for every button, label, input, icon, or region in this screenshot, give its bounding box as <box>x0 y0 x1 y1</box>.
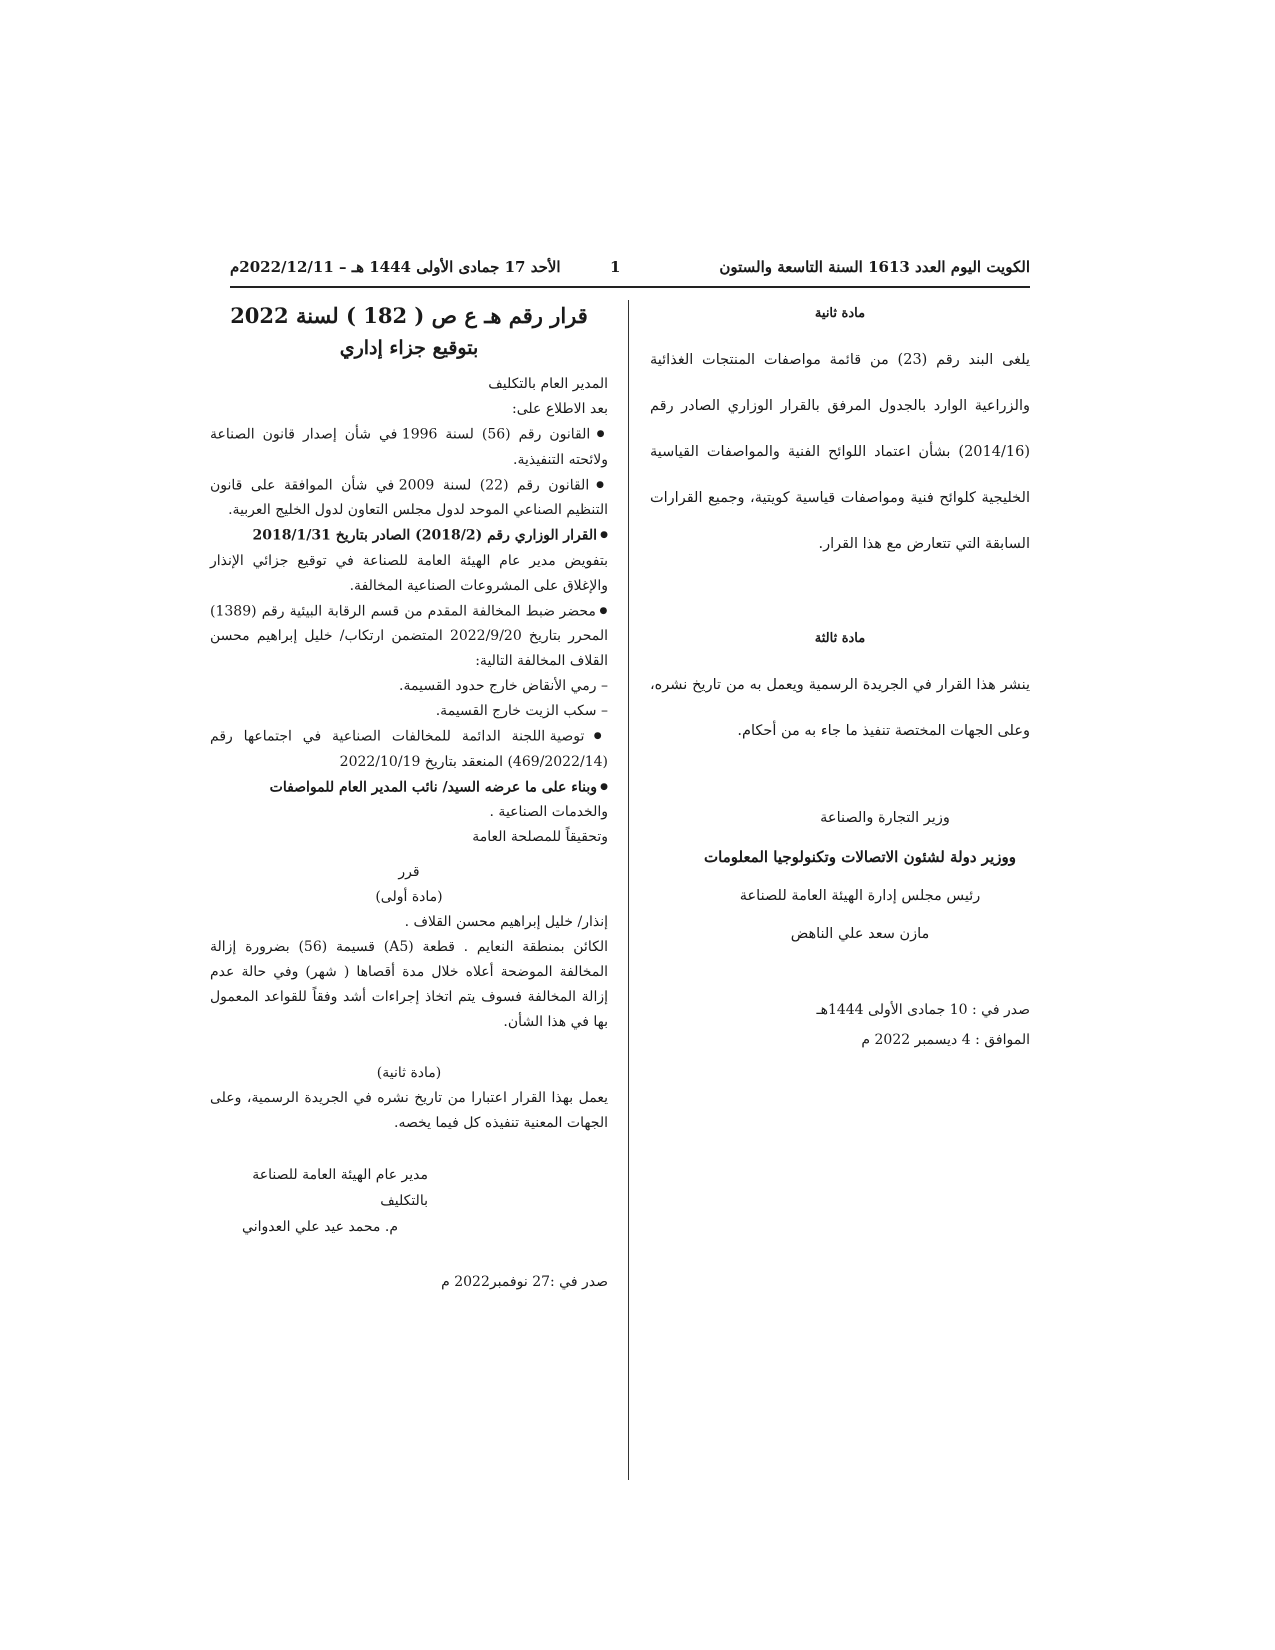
public-interest-line: وتحقيقاً للمصلحة العامة <box>472 829 608 845</box>
article-2-text: يلغى البند رقم (23) من قائمة مواصفات المنتجات الغذائية والزراعية الوارد بالجدول المرفق بالقرار الوزاري الصادر رقم (2014/16) بشأن اعتماد اللوائح الفنية والمواصفات القياسية الخليجية كلوائح فنية ومواصفات قياسية كويتية، وجميع القرارات السابقة التي تتعارض مع هذا القرار. <box>650 352 1030 552</box>
violation-item-1: – رمي الأنقاض خارج حدود القسيمة. <box>399 678 608 694</box>
bullet-presentation: ● وبناء على ما عرضه السيد/ نائب المدير العام للمواصفات <box>210 775 608 801</box>
bullet-presentation-rest: والخدمات الصناعية . <box>489 804 608 820</box>
article-3-title: مادة ثالثة <box>814 631 866 646</box>
issued-date-left: صدر في :27 نوفمبر2022 م <box>441 1274 608 1290</box>
minister-title: وزير التجارة والصناعة <box>820 810 950 826</box>
having-reviewed: بعد الاطلاع على: <box>512 401 608 417</box>
director-title: مدير عام الهيئة العامة للصناعة بالتكليف <box>252 1167 428 1209</box>
article-3-text: ينشر هذا القرار في الجريدة الرسمية ويعمل به من تاريخ نشره، وعلى الجهات المختصة تنفيذ ما جاء به من أحكام. <box>650 677 1030 739</box>
issued-date-gregorian: الموافق : 4 ديسمبر 2022 م <box>861 1032 1030 1048</box>
header-rule <box>230 286 1030 288</box>
left-column <box>210 300 608 1290</box>
spacer <box>210 850 608 860</box>
header-issue: الكويت اليوم العدد 1613 السنة التاسعة والستون <box>719 258 1030 276</box>
decision-title: قرار رقم هـ ع ص ( 182 ) لسنة 2022 <box>230 303 588 328</box>
decided-heading: قرر <box>398 864 420 880</box>
header-date: الأحد 17 جمادى الأولى 1444 هـ – 2022/12/11م <box>230 258 561 276</box>
article-1-warning: إنذار/ خليل إبراهيم محسن القلاف . <box>404 914 608 930</box>
bullet-ministerial-decision: ● القرار الوزاري رقم (2018/2) الصادر بتاريخ 2018/1/31 <box>210 523 608 549</box>
article-1-text: الكائن بمنطقة النعايم . قطعة (A5) قسيمة (56) بضرورة إزالة المخالفة الموضحة أعلاه خلال مدة أقصاها ( شهر) وفي حالة عدم إزالة المخالفة فسوف يتم اتخاذ إجراءات أشد وفقاً للقواعد المعمول بها في هذا الشأن. <box>210 939 608 1030</box>
spacer <box>210 1035 608 1061</box>
violation-item-2: – سكب الزيت خارج القسيمة. <box>435 703 608 719</box>
decision-subtitle: بتوقيع جزاء إداري <box>339 337 479 359</box>
bullet-violation-report: ● محضر ضبط المخالفة المقدم من قسم الرقابة البيئية رقم (1389) المحرر بتاريخ 2022/9/20 المتضمن ارتكاب/ خليل إبراهيم محسن القلاف المخالفة التالية: <box>210 599 608 675</box>
bullet-law-56: ● القانون رقم (56) لسنة 1996 في شأن إصدار قانون الصناعة ولائحته التنفيذية. <box>210 422 608 473</box>
column-divider <box>628 300 629 1480</box>
spacer <box>650 567 1030 625</box>
bullet-committee-recommendation: ● توصية اللجنة الدائمة للمخالفات الصناعية في اجتماعها رقم (469/2022/14) المنعقد بتاريخ 2022/10/19 <box>210 724 608 775</box>
page-number: 1 <box>610 258 621 276</box>
issuer-line: المدير العام بالتكليف <box>488 376 608 392</box>
right-column <box>650 300 1030 1048</box>
article-2-title: مادة ثانية <box>814 306 866 321</box>
director-name: م. محمد عيد علي العدواني <box>242 1219 398 1235</box>
board-chairman-title: رئيس مجلس إدارة الهيئة العامة للصناعة <box>739 888 981 904</box>
bullet-law-22: ● القانون رقم (22) لسنة 2009 في شأن الموافقة على قانون التنظيم الصناعي الموحد لدول مجلس التعاون لدول الخليج العربية. <box>210 473 608 524</box>
minister-title-2: ووزير دولة لشئون الاتصالات وتكنولوجيا المعلومات <box>704 848 1016 866</box>
bullet-ministerial-decision-rest: بتفويض مدير عام الهيئة العامة للصناعة في توقيع جزائي الإنذار والإغلاق على المشروعات الصناعية المخالفة. <box>210 552 608 594</box>
spacer <box>210 1136 608 1162</box>
article-1-title: (مادة أولى) <box>375 889 443 905</box>
minister-name: مازن سعد علي الناهض <box>790 926 930 942</box>
issued-date-hijri: صدر في : 10 جمادى الأولى 1444هـ <box>816 1002 1030 1018</box>
article-2-title-left: (مادة ثانية) <box>376 1065 442 1081</box>
page-header <box>230 258 1030 284</box>
article-2-text-left: يعمل بهذا القرار اعتبارا من تاريخ نشره في الجريدة الرسمية، وعلى الجهات المعنية تنفيذه كل فيما يخصه. <box>210 1090 608 1131</box>
